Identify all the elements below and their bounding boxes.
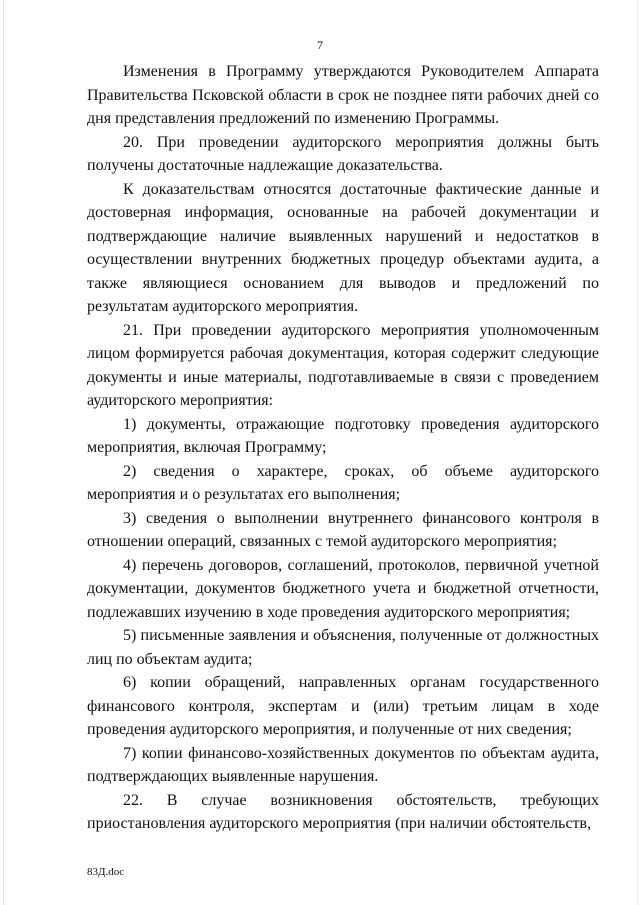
list-item-6: 6) копии обращений, направленных органам государственного финансового контроля, экспертам и (или) третьим лицам в ходе проведения аудиторского мероприятия, и полученные от них сведения; (87, 674, 599, 738)
list-item-2: 2) сведения о характере, сроках, об объеме аудиторского мероприятия и о результатах его выполнения; (87, 462, 599, 503)
document-body (87, 60, 599, 836)
paragraph-program-changes: Изменения в Программу утверждаются Руководителем Аппарата Правительства Псковской области в срок не позднее пяти рабочих дней со дня представления предложений по изменению Программы. (87, 63, 599, 127)
paragraph-evidence: К доказательствам относятся достаточные фактические данные и достоверная информация, основанные на рабочей документации и подтверждающие наличие выявленных нарушений и недостатков в осуществлении внутренних бюджетных процедур объектами аудита, а также являющиеся основанием для выводов и предложений по результатам аудиторского мероприятия. (87, 180, 599, 315)
page-number: 7 (317, 38, 323, 52)
paragraph-20: 20. При проведении аудиторского мероприятия должны быть получены достаточные надлежащие доказательства. (87, 133, 599, 174)
list-item-4: 4) перечень договоров, соглашений, протоколов, первичной учетной документации, документов бюджетного учета и бюджетной отчетности, подлежавших изучению в ходе проведения аудиторского мероприятия; (87, 556, 599, 621)
paragraph-21: 21. При проведении аудиторского мероприятия уполномоченным лицом формируется рабочая документация, которая содержит следующие документы и иные материалы, подготавливаемые в связи с проведением аудиторского мероприятия: (87, 321, 599, 409)
paragraph-22: 22. В случае возникновения обстоятельств, требующих приостановления аудиторского мероприятия (при наличии обстоятельств, (87, 791, 599, 832)
list-item-3: 3) сведения о выполнении внутреннего финансового контроля в отношении операций, связанных с темой аудиторского мероприятия; (87, 509, 599, 550)
footer-filename: 83Д.doc (87, 866, 125, 878)
list-item-5: 5) письменные заявления и объяснения, полученные от должностных лиц по объектам аудита; (87, 627, 599, 668)
list-item-1: 1) документы, отражающие подготовку проведения аудиторского мероприятия, включая Программу; (87, 415, 599, 456)
list-item-7: 7) копии финансово-хозяйственных документов по объектам аудита, подтверждающих выявленные нарушения. (87, 744, 599, 785)
page-edge-left (3, 0, 4, 905)
page-edge-right (637, 0, 638, 905)
